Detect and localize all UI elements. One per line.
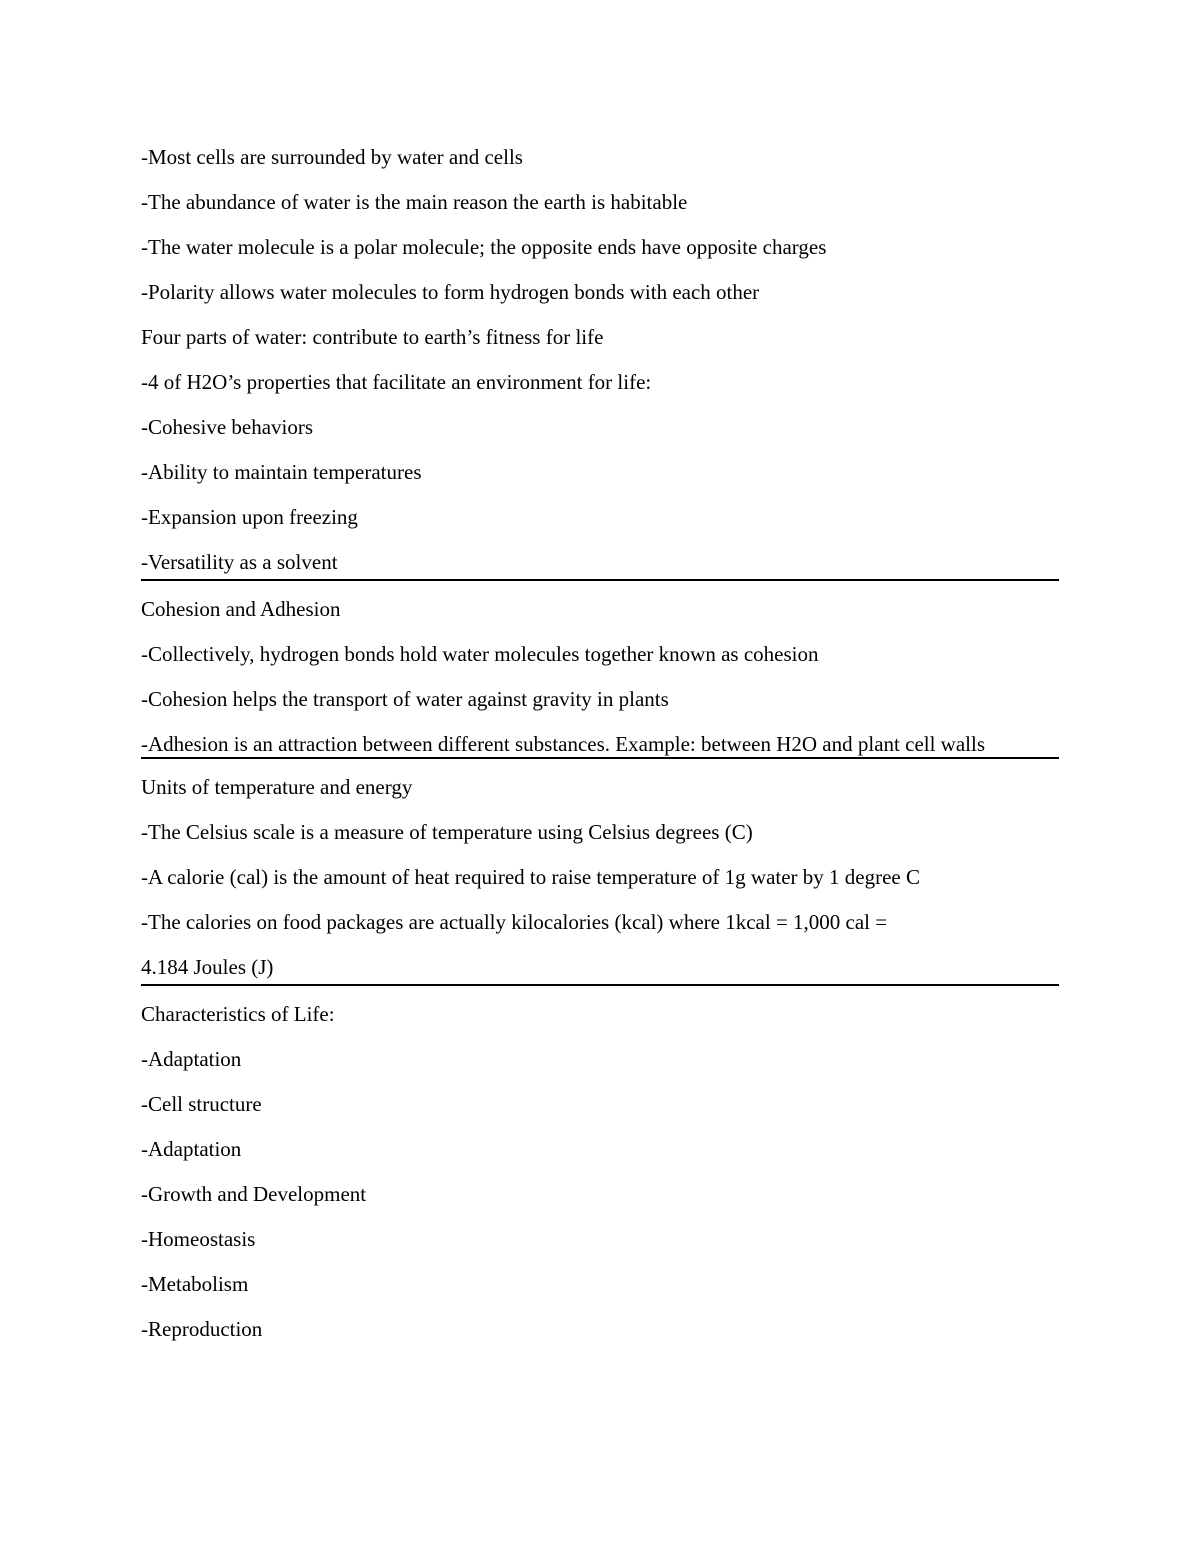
list-item: -Cell structure: [141, 1092, 262, 1116]
section-temperature-energy: [141, 770, 1059, 986]
list-item: -Adaptation: [141, 1047, 242, 1071]
text-line: -Polarity allows water molecules to form hydrogen bonds with each other: [141, 280, 760, 304]
text-line: -The water molecule is a polar molecule; the opposite ends have opposite charges: [141, 235, 827, 259]
list-item: -Reproduction: [141, 1317, 263, 1341]
text-line: Four parts of water: contribute to earth’s fitness for life: [141, 325, 604, 349]
list-item: -Adaptation: [141, 1137, 242, 1161]
text-line: -Cohesive behaviors: [141, 415, 314, 439]
section-cohesion-adhesion: [141, 592, 1059, 759]
text-line: -A calorie (cal) is the amount of heat required to raise temperature of 1g water by 1 degree C: [141, 865, 921, 889]
text-line: -The abundance of water is the main reason the earth is habitable: [141, 190, 688, 214]
text-line: 4.184 Joules (J): [141, 950, 1059, 986]
list-item: -Growth and Development: [141, 1182, 367, 1206]
text-line: -The calories on food packages are actually kilocalories (kcal) where 1kcal = 1,000 cal =: [141, 910, 888, 934]
text-line: -Collectively, hydrogen bonds hold water molecules together known as cohesion: [141, 642, 819, 666]
text-line: -Cohesion helps the transport of water against gravity in plants: [141, 687, 669, 711]
document-body: [141, 140, 1059, 1357]
text-line: -Versatility as a solvent: [141, 545, 1059, 581]
text-line: -Expansion upon freezing: [141, 505, 358, 529]
text-line: -The Celsius scale is a measure of temperature using Celsius degrees (C): [141, 820, 753, 844]
section-water-properties: [141, 140, 1059, 581]
text-line: -Adhesion is an attraction between different substances. Example: between H2O and plant cell walls: [141, 727, 1059, 759]
section-heading: Characteristics of Life:: [141, 1002, 335, 1026]
list-item: -Metabolism: [141, 1272, 249, 1296]
text-line: -4 of H2O’s properties that facilitate an environment for life:: [141, 370, 652, 394]
text-line: -Ability to maintain temperatures: [141, 460, 422, 484]
section-heading: Units of temperature and energy: [141, 775, 413, 799]
section-characteristics-of-life: [141, 997, 1059, 1357]
list-item: -Homeostasis: [141, 1227, 256, 1251]
section-heading: Cohesion and Adhesion: [141, 597, 341, 621]
text-line: -Most cells are surrounded by water and cells: [141, 145, 523, 169]
